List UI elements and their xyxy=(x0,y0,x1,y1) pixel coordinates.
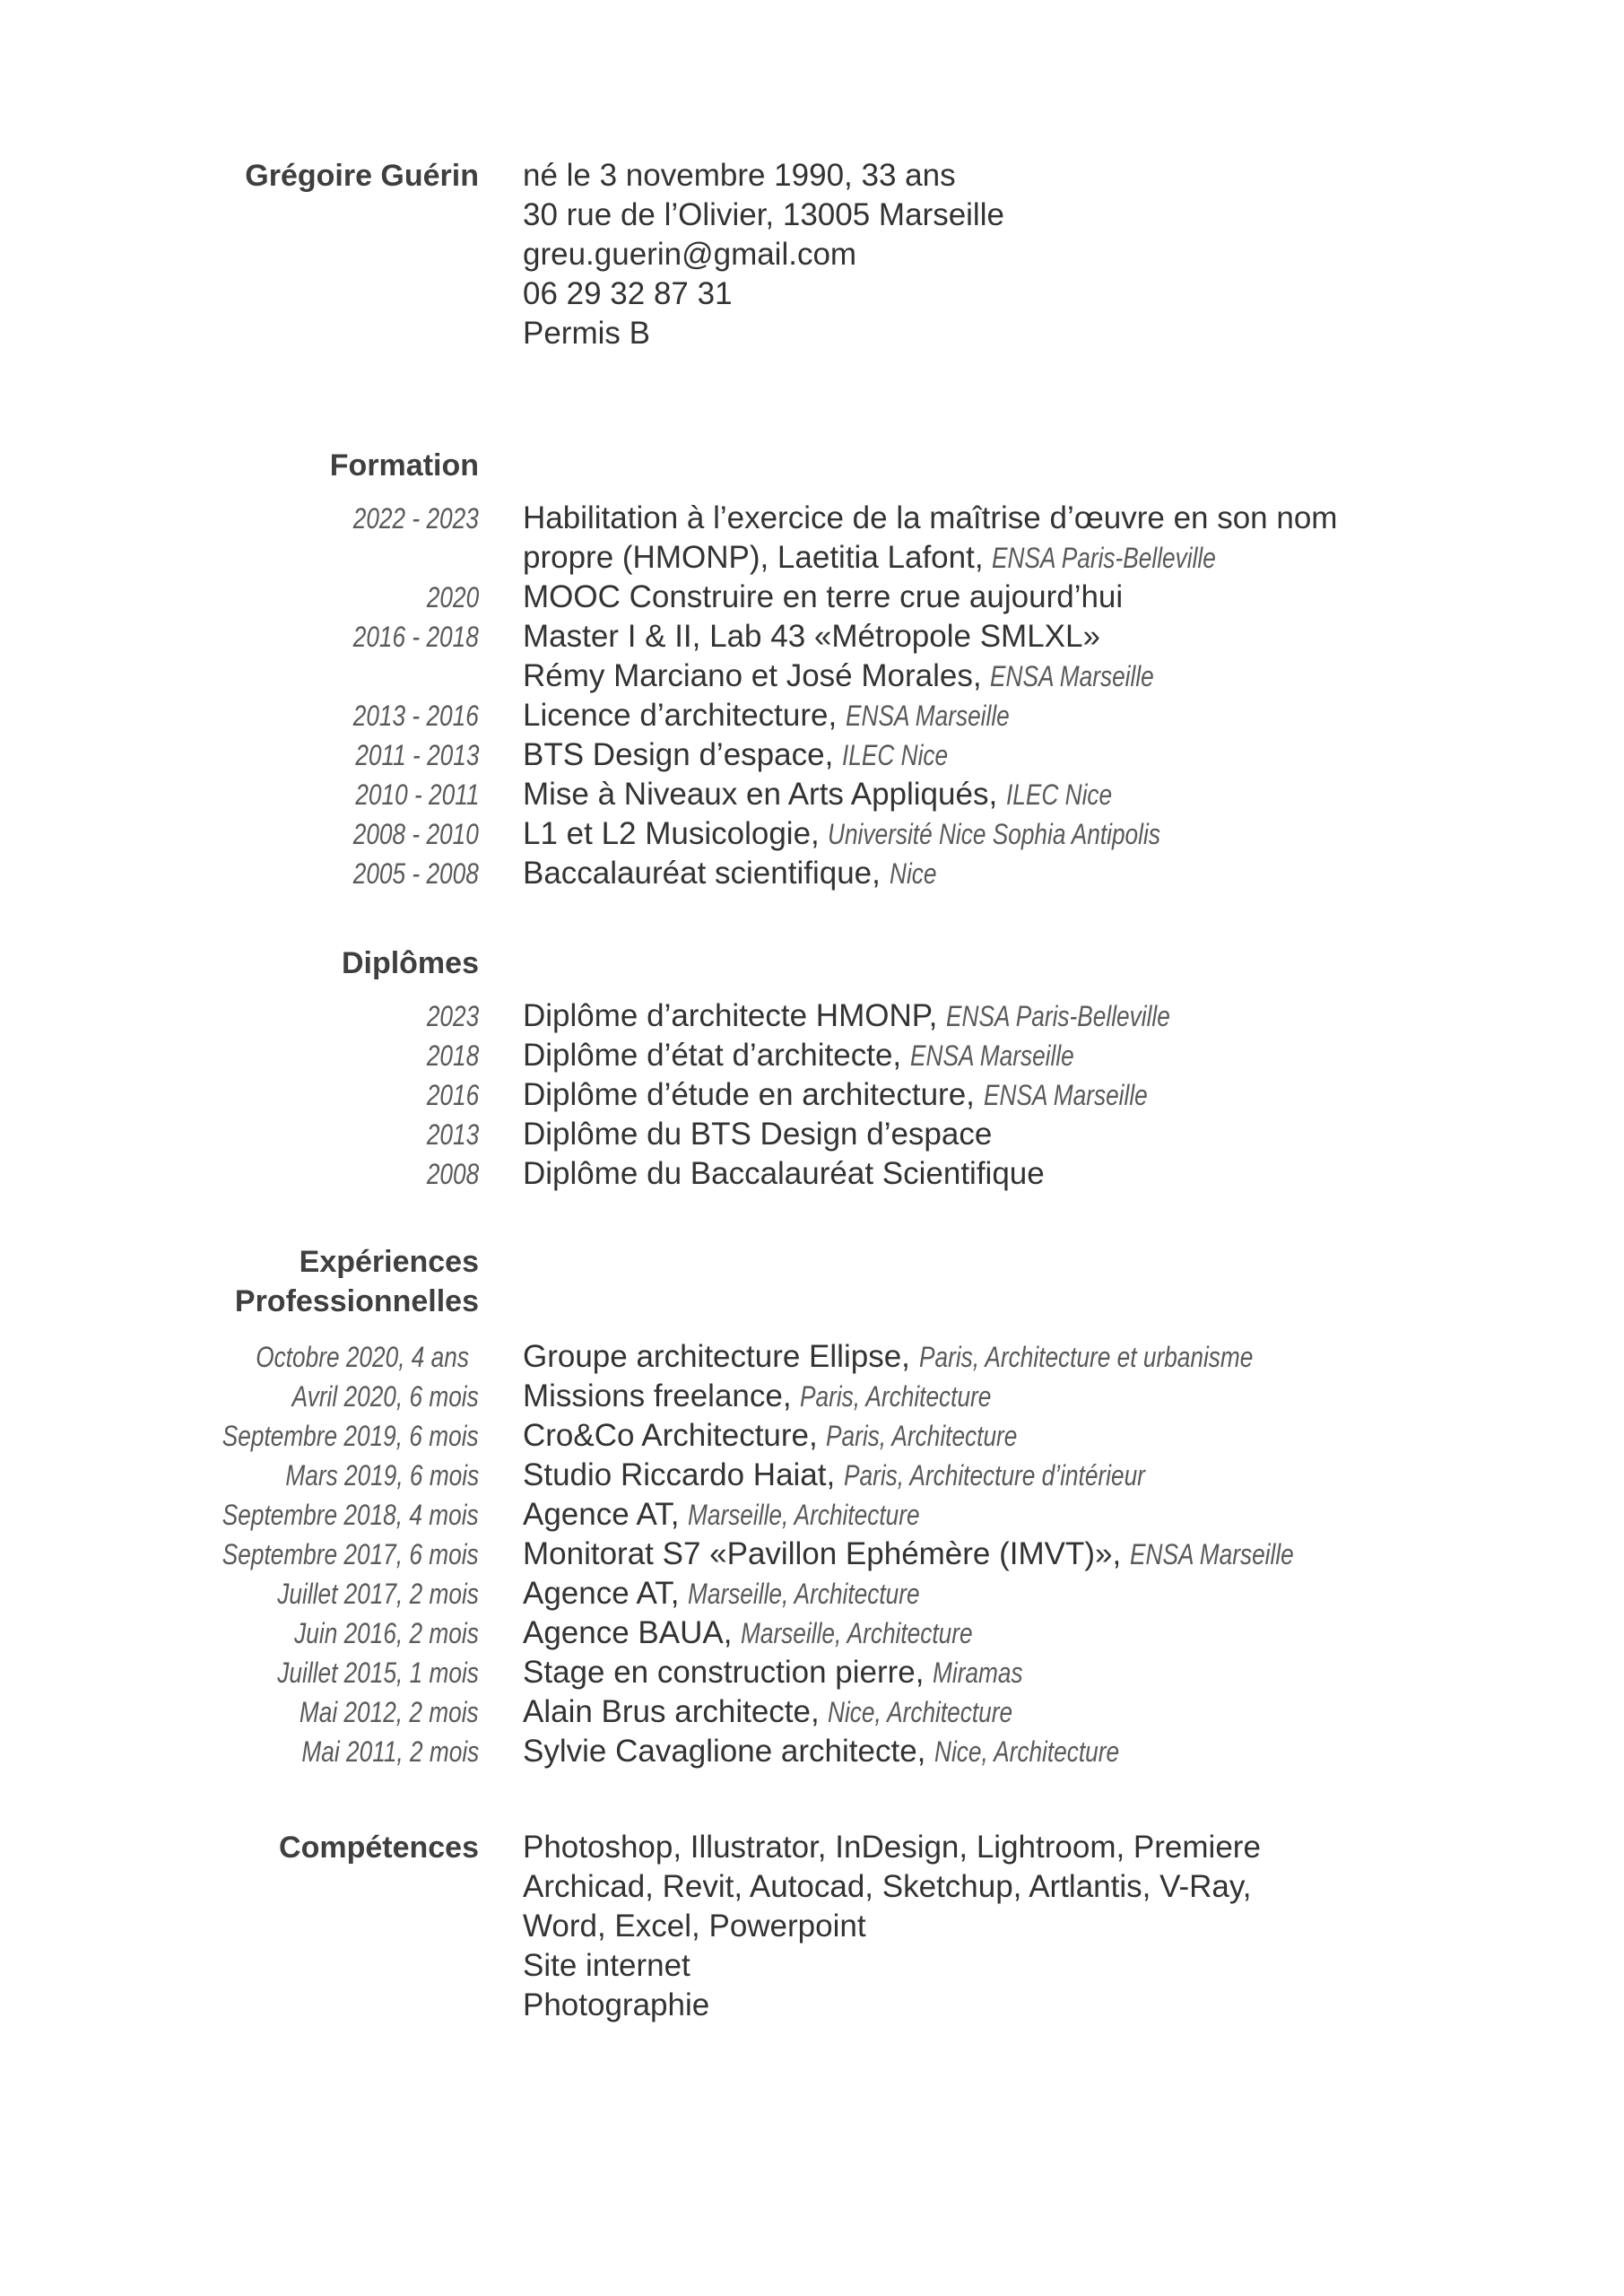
item-place: Nice xyxy=(889,857,937,890)
item-text: Rémy Marciano et José Morales, xyxy=(523,658,991,693)
item-place: Paris, Architecture xyxy=(800,1380,992,1413)
list-item xyxy=(0,854,1624,893)
address: 30 rue de l’Olivier, 13005 Marseille xyxy=(523,197,1004,232)
item-text: Sylvie Cavaglione architecte, xyxy=(523,1734,935,1769)
item-place: ILEC Nice xyxy=(1005,778,1113,811)
list-item xyxy=(0,1653,1624,1692)
item-text: MOOC Construire en terre crue aujourd’hui xyxy=(523,579,1124,614)
section-heading-competences: Compétences xyxy=(279,1831,479,1865)
item-date: 2016 - 2018 xyxy=(352,621,479,653)
item-text: Agence AT, xyxy=(523,1576,689,1611)
item-date: 2018 xyxy=(426,1039,479,1072)
section-heading-experiences-2: Professionnelles xyxy=(234,1284,479,1318)
item-text: Diplôme d’architecte HMONP, xyxy=(523,998,947,1033)
section-heading-experiences: Expériences xyxy=(299,1245,479,1279)
section-heading-diplomes: Diplômes xyxy=(341,946,479,980)
phone: 06 29 32 87 31 xyxy=(523,276,733,311)
item-date: Mai 2011, 2 mois xyxy=(301,1735,479,1768)
item-place: Paris, Architecture et urbanisme xyxy=(918,1341,1253,1373)
item-place: Marseille, Architecture xyxy=(688,1499,920,1531)
item-date: 2022 - 2023 xyxy=(352,502,479,535)
list-item xyxy=(0,1613,1624,1653)
item-text: L1 et L2 Musicologie, xyxy=(523,816,829,851)
item-date: 2011 - 2013 xyxy=(354,739,479,771)
item-date: Septembre 2017, 6 mois xyxy=(222,1538,479,1570)
item-place: ENSA Marseille xyxy=(983,1079,1148,1111)
skills-line: Photoshop, Illustrator, InDesign, Lightroom, Premiere xyxy=(523,1830,1261,1865)
item-date: Juin 2016, 2 mois xyxy=(294,1617,479,1649)
email: greu.guerin@gmail.com xyxy=(523,237,857,272)
item-text: Mise à Niveaux en Arts Appliqués, xyxy=(523,777,1006,812)
item-date: Mai 2012, 2 mois xyxy=(300,1696,479,1728)
item-place: ENSA Marseille xyxy=(845,700,1010,732)
formation-list xyxy=(0,499,1624,893)
item-place: ENSA Marseille xyxy=(1129,1538,1294,1570)
list-item xyxy=(0,1732,1624,1771)
experiences-list xyxy=(0,1337,1624,1771)
item-date: Avril 2020, 6 mois xyxy=(291,1380,479,1413)
item-date: Mars 2019, 6 mois xyxy=(285,1459,479,1492)
experiences-section xyxy=(0,1242,1624,1321)
item-text: Habilitation à l’exercice de la maîtrise d’œuvre en son nom xyxy=(523,500,1338,535)
item-text: Licence d’architecture, xyxy=(523,698,846,733)
item-date: 2005 - 2008 xyxy=(352,857,479,890)
item-date: 2010 - 2011 xyxy=(354,778,479,811)
skills-line: Word, Excel, Powerpoint xyxy=(523,1909,866,1944)
item-place: Paris, Architecture xyxy=(826,1420,1018,1452)
list-item xyxy=(0,814,1624,854)
list-item xyxy=(0,1416,1624,1456)
item-text: Agence AT, xyxy=(523,1497,689,1532)
item-place: Nice, Architecture xyxy=(828,1696,1013,1728)
skills-line: Site internet xyxy=(523,1948,690,1983)
item-date: 2008 - 2010 xyxy=(352,818,479,850)
item-text: Missions freelance, xyxy=(523,1378,801,1413)
formation-section xyxy=(0,446,1624,485)
item-text: Baccalauréat scientifique, xyxy=(523,856,890,891)
birth-info: né le 3 novembre 1990, 33 ans xyxy=(523,158,956,193)
driving-licence: Permis B xyxy=(523,316,650,351)
item-date: 2016 xyxy=(426,1079,479,1111)
item-text: Cro&Co Architecture, xyxy=(523,1418,827,1453)
item-place: ENSA Marseille xyxy=(990,660,1155,692)
item-place: Marseille, Architecture xyxy=(688,1578,920,1610)
item-text: Diplôme d’étude en architecture, xyxy=(523,1077,984,1112)
item-text: Diplôme du Baccalauréat Scientifique xyxy=(523,1156,1045,1191)
item-date: 2020 xyxy=(426,581,479,613)
item-text: Alain Brus architecte, xyxy=(523,1694,829,1729)
section-heading-formation: Formation xyxy=(329,448,479,483)
item-place: ENSA Paris-Belleville xyxy=(992,542,1217,574)
list-item xyxy=(0,1115,1624,1154)
item-text: propre (HMONP), Laetitia Lafont, xyxy=(523,540,993,575)
list-item xyxy=(0,1075,1624,1115)
list-item xyxy=(0,696,1624,735)
list-item xyxy=(0,1574,1624,1613)
item-date: Octobre 2020, 4 ans xyxy=(256,1341,469,1373)
item-date: 2013 xyxy=(426,1118,479,1151)
item-text: Stage en construction pierre, xyxy=(523,1655,934,1690)
item-text: Monitorat S7 «Pavillon Ephémère (IMVT)», xyxy=(523,1536,1130,1571)
competences-section xyxy=(0,1828,1624,2025)
item-place: Marseille, Architecture xyxy=(741,1617,973,1649)
list-item-continuation xyxy=(0,657,1624,696)
item-text: Diplôme d’état d’architecte, xyxy=(523,1038,910,1073)
list-item xyxy=(0,1154,1624,1194)
list-item xyxy=(0,499,1624,538)
item-text: Agence BAUA, xyxy=(523,1615,742,1650)
list-item xyxy=(0,617,1624,657)
item-place: Miramas xyxy=(933,1657,1023,1689)
list-item xyxy=(0,578,1624,617)
item-place: Paris, Architecture d’intérieur xyxy=(843,1459,1145,1492)
item-date: Septembre 2018, 4 mois xyxy=(222,1499,479,1531)
item-text: Groupe architecture Ellipse, xyxy=(523,1339,919,1374)
person-name: Grégoire Guérin xyxy=(245,159,479,193)
list-item xyxy=(0,1456,1624,1495)
list-item xyxy=(0,996,1624,1036)
item-date: Juillet 2017, 2 mois xyxy=(277,1578,479,1610)
item-text: Diplôme du BTS Design d’espace xyxy=(523,1117,993,1152)
identity-section xyxy=(0,156,1624,353)
item-text: Studio Riccardo Haiat, xyxy=(523,1457,844,1492)
list-item xyxy=(0,775,1624,814)
item-date: 2023 xyxy=(426,1000,479,1032)
list-item-continuation xyxy=(0,538,1624,578)
diplomes-list xyxy=(0,996,1624,1194)
item-date: 2013 - 2016 xyxy=(352,700,479,732)
list-item xyxy=(0,1495,1624,1535)
skills-line: Archicad, Revit, Autocad, Sketchup, Artlantis, V-Ray, xyxy=(523,1869,1252,1904)
list-item xyxy=(0,1535,1624,1574)
item-text: BTS Design d’espace, xyxy=(523,737,843,772)
item-date: 2008 xyxy=(426,1158,479,1190)
item-text: Master I & II, Lab 43 «Métropole SMLXL» xyxy=(523,619,1100,654)
item-place: ENSA Marseille xyxy=(909,1039,1074,1072)
item-place: Université Nice Sophia Antipolis xyxy=(828,818,1161,850)
item-place: Nice, Architecture xyxy=(934,1735,1120,1768)
skills-line: Photographie xyxy=(523,1987,710,2022)
list-item xyxy=(0,1692,1624,1732)
list-item xyxy=(0,735,1624,775)
list-item xyxy=(0,1337,1624,1377)
item-place: ILEC Nice xyxy=(842,739,949,771)
list-item xyxy=(0,1036,1624,1075)
item-place: ENSA Paris-Belleville xyxy=(946,1000,1170,1032)
item-date: Juillet 2015, 1 mois xyxy=(277,1657,479,1689)
diplomes-section xyxy=(0,944,1624,983)
list-item xyxy=(0,1377,1624,1416)
item-date: Septembre 2019, 6 mois xyxy=(222,1420,479,1452)
